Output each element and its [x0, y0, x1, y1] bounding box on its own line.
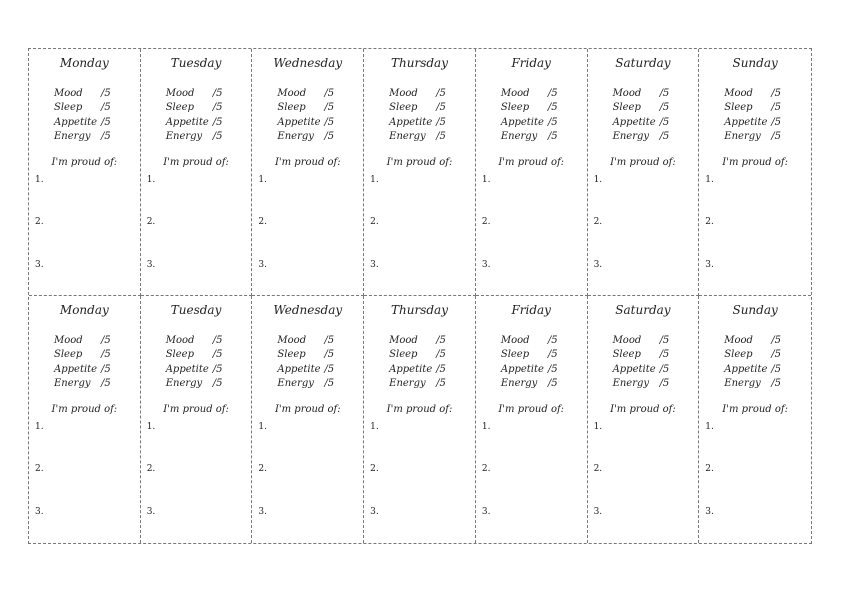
rating-row [501, 362, 568, 377]
rating-label: Appetite [500, 116, 544, 128]
rating-label: Sleep [54, 102, 83, 114]
rating-label: Mood [500, 334, 530, 346]
rating-row [501, 348, 568, 363]
proud-item-number: 2. [705, 217, 714, 227]
rating-row [613, 377, 680, 392]
day-title: Saturday [615, 56, 671, 70]
day-title: Sunday [732, 303, 778, 317]
rating-scale: /5 [771, 102, 782, 114]
rating-scale: /5 [324, 87, 335, 99]
rating-label: Sleep [277, 102, 306, 114]
proud-item-number: 1. [705, 175, 714, 185]
day-title: Saturday [615, 303, 671, 317]
rating-list [613, 333, 680, 391]
proud-heading: I'm proud of: [498, 404, 565, 415]
rating-label: Mood [277, 87, 307, 99]
rating-scale: /5 [659, 334, 670, 346]
rating-label: Appetite [389, 116, 433, 128]
proud-heading: I'm proud of: [274, 157, 341, 168]
rating-label: Energy [54, 378, 91, 390]
rating-row [166, 377, 233, 392]
rating-row [389, 86, 456, 101]
proud-item-number: 1. [593, 422, 603, 432]
rating-scale: /5 [659, 349, 670, 361]
rating-scale: /5 [101, 102, 111, 114]
rating-scale: /5 [101, 349, 111, 361]
rating-scale: /5 [212, 363, 223, 375]
rating-list [54, 86, 121, 144]
rating-label: Energy [54, 131, 91, 143]
rating-label: Energy [500, 378, 538, 390]
rating-scale: /5 [771, 363, 782, 375]
proud-item-number: 2. [481, 464, 491, 474]
rating-row [54, 86, 121, 101]
rating-label: Mood [165, 334, 195, 346]
rating-scale: /5 [212, 334, 223, 346]
day-card [588, 49, 700, 296]
rating-scale: /5 [212, 131, 223, 143]
day-card [699, 296, 811, 543]
proud-item-number: 2. [705, 464, 714, 474]
rating-label: Appetite [165, 363, 209, 375]
rating-row [613, 362, 680, 377]
day-card [141, 296, 253, 543]
day-card [588, 296, 700, 543]
rating-scale: /5 [771, 349, 782, 361]
rating-scale: /5 [547, 87, 558, 99]
rating-row [54, 333, 121, 348]
rating-row [501, 101, 568, 116]
rating-scale: /5 [324, 116, 335, 128]
proud-item-number: 3. [481, 260, 491, 270]
rating-row [166, 348, 233, 363]
day-title: Monday [59, 303, 109, 317]
rating-label: Energy [277, 378, 314, 390]
rating-label: Appetite [277, 116, 321, 128]
proud-item-number: 3. [146, 507, 156, 517]
rating-scale: /5 [324, 378, 335, 390]
rating-label: Mood [165, 87, 195, 99]
rating-row [277, 130, 344, 145]
proud-item-number: 1. [481, 422, 491, 432]
rating-label: Energy [724, 378, 761, 390]
proud-heading: I'm proud of: [163, 404, 229, 415]
proud-heading: I'm proud of: [51, 404, 118, 415]
rating-scale: /5 [212, 102, 223, 114]
rating-row [54, 377, 121, 392]
proud-item-number: 3. [35, 507, 44, 517]
rating-label: Mood [612, 334, 642, 346]
proud-item-number: 2. [370, 464, 379, 474]
rating-row [54, 101, 121, 116]
rating-label: Energy [277, 131, 314, 143]
rating-label: Energy [724, 131, 761, 143]
rating-label: Sleep [612, 102, 641, 114]
proud-item-number: 3. [35, 260, 44, 270]
rating-row [277, 348, 344, 363]
proud-item-number: 2. [35, 464, 44, 474]
proud-heading: I'm proud of: [163, 157, 229, 168]
rating-label: Sleep [277, 349, 306, 361]
rating-scale: /5 [436, 363, 446, 375]
rating-row [501, 115, 568, 130]
rating-scale: /5 [324, 334, 335, 346]
rating-label: Mood [612, 87, 642, 99]
day-card [364, 296, 476, 543]
rating-row [724, 348, 791, 363]
proud-item-number: 3. [258, 260, 268, 270]
rating-scale: /5 [547, 131, 558, 143]
rating-scale: /5 [547, 363, 558, 375]
rating-scale: /5 [101, 378, 111, 390]
rating-scale: /5 [436, 378, 446, 390]
rating-row [724, 86, 791, 101]
proud-item-number: 1. [593, 175, 603, 185]
rating-label: Sleep [612, 349, 641, 361]
proud-item-number: 1. [370, 175, 379, 185]
rating-row [277, 86, 344, 101]
rating-list [724, 333, 791, 391]
rating-row [277, 115, 344, 130]
day-title: Thursday [391, 303, 448, 317]
proud-item-number: 2. [593, 464, 603, 474]
rating-scale: /5 [659, 87, 670, 99]
rating-label: Mood [389, 334, 418, 346]
proud-heading: I'm proud of: [274, 404, 341, 415]
rating-label: Sleep [724, 349, 753, 361]
proud-item-number: 2. [35, 217, 44, 227]
proud-item-number: 2. [258, 217, 268, 227]
rating-scale: /5 [212, 87, 223, 99]
rating-label: Mood [389, 87, 418, 99]
rating-label: Energy [500, 131, 538, 143]
rating-list [277, 333, 344, 391]
proud-heading: I'm proud of: [610, 404, 676, 415]
rating-label: Energy [165, 378, 203, 390]
rating-label: Sleep [165, 102, 194, 114]
rating-row [389, 130, 456, 145]
rating-scale: /5 [771, 378, 782, 390]
day-title: Sunday [732, 56, 778, 70]
day-card [29, 49, 141, 296]
rating-label: Energy [612, 378, 650, 390]
rating-row [166, 130, 233, 145]
rating-label: Sleep [165, 349, 194, 361]
rating-label: Sleep [500, 349, 530, 361]
rating-list [166, 333, 233, 391]
rating-row [613, 101, 680, 116]
day-title: Friday [511, 56, 551, 70]
proud-item-number: 3. [705, 260, 714, 270]
rating-list [166, 86, 233, 144]
proud-item-number: 3. [481, 507, 491, 517]
rating-list [54, 333, 121, 391]
day-card [252, 49, 364, 296]
proud-item-number: 3. [705, 507, 714, 517]
rating-scale: /5 [659, 116, 670, 128]
day-title: Friday [511, 303, 551, 317]
proud-item-number: 2. [146, 217, 156, 227]
rating-label: Mood [277, 334, 307, 346]
rating-row [277, 377, 344, 392]
rating-label: Energy [612, 131, 650, 143]
proud-item-number: 1. [146, 175, 156, 185]
rating-label: Mood [724, 334, 753, 346]
rating-label: Energy [165, 131, 203, 143]
proud-item-number: 2. [593, 217, 603, 227]
rating-label: Appetite [612, 116, 656, 128]
rating-label: Sleep [389, 102, 418, 114]
day-card [252, 296, 364, 543]
proud-item-number: 3. [146, 260, 156, 270]
rating-label: Mood [54, 87, 83, 99]
rating-row [724, 101, 791, 116]
proud-item-number: 1. [370, 422, 379, 432]
rating-scale: /5 [101, 363, 111, 375]
rating-label: Appetite [54, 363, 98, 375]
rating-label: Sleep [500, 102, 530, 114]
rating-scale: /5 [659, 102, 670, 114]
day-title: Wednesday [273, 303, 343, 317]
day-title: Tuesday [170, 303, 222, 317]
rating-label: Appetite [54, 116, 98, 128]
rating-row [613, 86, 680, 101]
rating-scale: /5 [324, 363, 335, 375]
rating-row [166, 333, 233, 348]
rating-row [277, 362, 344, 377]
rating-row [54, 348, 121, 363]
rating-scale: /5 [324, 349, 335, 361]
rating-scale: /5 [436, 131, 446, 143]
rating-row [613, 130, 680, 145]
rating-scale: /5 [212, 378, 223, 390]
proud-item-number: 3. [593, 260, 603, 270]
rating-row [389, 362, 456, 377]
rating-scale: /5 [436, 102, 446, 114]
proud-item-number: 1. [35, 422, 44, 432]
proud-item-number: 3. [370, 507, 379, 517]
proud-item-number: 2. [146, 464, 156, 474]
rating-row [724, 362, 791, 377]
day-card [29, 296, 141, 543]
rating-label: Appetite [724, 363, 768, 375]
rating-row [501, 333, 568, 348]
rating-row [54, 130, 121, 145]
rating-scale: /5 [771, 116, 782, 128]
day-card [141, 49, 253, 296]
rating-row [389, 377, 456, 392]
rating-scale: /5 [771, 87, 782, 99]
rating-row [166, 86, 233, 101]
day-card [364, 49, 476, 296]
rating-label: Sleep [389, 349, 418, 361]
rating-row [613, 348, 680, 363]
rating-scale: /5 [101, 334, 111, 346]
proud-item-number: 3. [593, 507, 603, 517]
day-title: Monday [59, 56, 109, 70]
rating-scale: /5 [771, 131, 782, 143]
proud-item-number: 2. [481, 217, 491, 227]
rating-scale: /5 [324, 131, 335, 143]
rating-label: Appetite [277, 363, 321, 375]
day-title: Thursday [391, 56, 448, 70]
rating-row [54, 115, 121, 130]
proud-item-number: 1. [481, 175, 491, 185]
rating-scale: /5 [659, 363, 670, 375]
rating-scale: /5 [547, 116, 558, 128]
rating-scale: /5 [547, 378, 558, 390]
rating-label: Appetite [165, 116, 209, 128]
rating-list [277, 86, 344, 144]
proud-item-number: 2. [370, 217, 379, 227]
rating-scale: /5 [212, 349, 223, 361]
proud-item-number: 1. [258, 422, 268, 432]
rating-label: Mood [500, 87, 530, 99]
proud-item-number: 3. [370, 260, 379, 270]
rating-label: Appetite [724, 116, 768, 128]
rating-row [166, 362, 233, 377]
day-card [699, 49, 811, 296]
proud-item-number: 2. [258, 464, 268, 474]
rating-row [724, 333, 791, 348]
proud-heading: I'm proud of: [610, 157, 676, 168]
rating-scale: /5 [436, 349, 446, 361]
rating-label: Sleep [724, 102, 753, 114]
rating-row [389, 101, 456, 116]
rating-row [54, 362, 121, 377]
rating-label: Mood [724, 87, 753, 99]
rating-label: Appetite [500, 363, 544, 375]
rating-label: Sleep [54, 349, 83, 361]
rating-row [724, 130, 791, 145]
rating-row [166, 101, 233, 116]
rating-row [277, 333, 344, 348]
rating-list [501, 333, 568, 391]
rating-list [389, 86, 456, 144]
proud-heading: I'm proud of: [51, 157, 118, 168]
rating-scale: /5 [324, 102, 335, 114]
proud-heading: I'm proud of: [722, 404, 788, 415]
rating-scale: /5 [659, 131, 670, 143]
rating-row [724, 115, 791, 130]
rating-list [501, 86, 568, 144]
rating-row [613, 115, 680, 130]
rating-row [501, 86, 568, 101]
proud-heading: I'm proud of: [386, 157, 453, 168]
rating-scale: /5 [212, 116, 223, 128]
rating-scale: /5 [547, 334, 558, 346]
rating-scale: /5 [436, 87, 446, 99]
rating-row [277, 101, 344, 116]
proud-item-number: 3. [258, 507, 268, 517]
rating-row [389, 115, 456, 130]
proud-item-number: 1. [705, 422, 714, 432]
rating-label: Energy [389, 378, 426, 390]
rating-scale: /5 [101, 116, 111, 128]
day-card [476, 49, 588, 296]
rating-list [613, 86, 680, 144]
rating-scale: /5 [436, 116, 446, 128]
proud-item-number: 1. [258, 175, 268, 185]
day-title: Tuesday [170, 56, 222, 70]
rating-list [389, 333, 456, 391]
rating-label: Mood [54, 334, 83, 346]
rating-label: Appetite [612, 363, 656, 375]
rating-scale: /5 [659, 378, 670, 390]
rating-scale: /5 [547, 102, 558, 114]
proud-item-number: 1. [35, 175, 44, 185]
rating-scale: /5 [101, 87, 111, 99]
day-title: Wednesday [273, 56, 343, 70]
weekly-tracker-sheet [28, 48, 812, 544]
proud-heading: I'm proud of: [386, 404, 453, 415]
rating-row [501, 130, 568, 145]
proud-heading: I'm proud of: [722, 157, 788, 168]
rating-list [724, 86, 791, 144]
rating-row [724, 377, 791, 392]
rating-row [389, 333, 456, 348]
rating-scale: /5 [101, 131, 111, 143]
rating-scale: /5 [547, 349, 558, 361]
rating-scale: /5 [771, 334, 782, 346]
proud-heading: I'm proud of: [498, 157, 565, 168]
proud-item-number: 1. [146, 422, 156, 432]
rating-label: Appetite [389, 363, 433, 375]
rating-row [613, 333, 680, 348]
rating-row [389, 348, 456, 363]
rating-scale: /5 [436, 334, 446, 346]
rating-label: Energy [389, 131, 426, 143]
rating-row [166, 115, 233, 130]
day-card [476, 296, 588, 543]
rating-row [501, 377, 568, 392]
